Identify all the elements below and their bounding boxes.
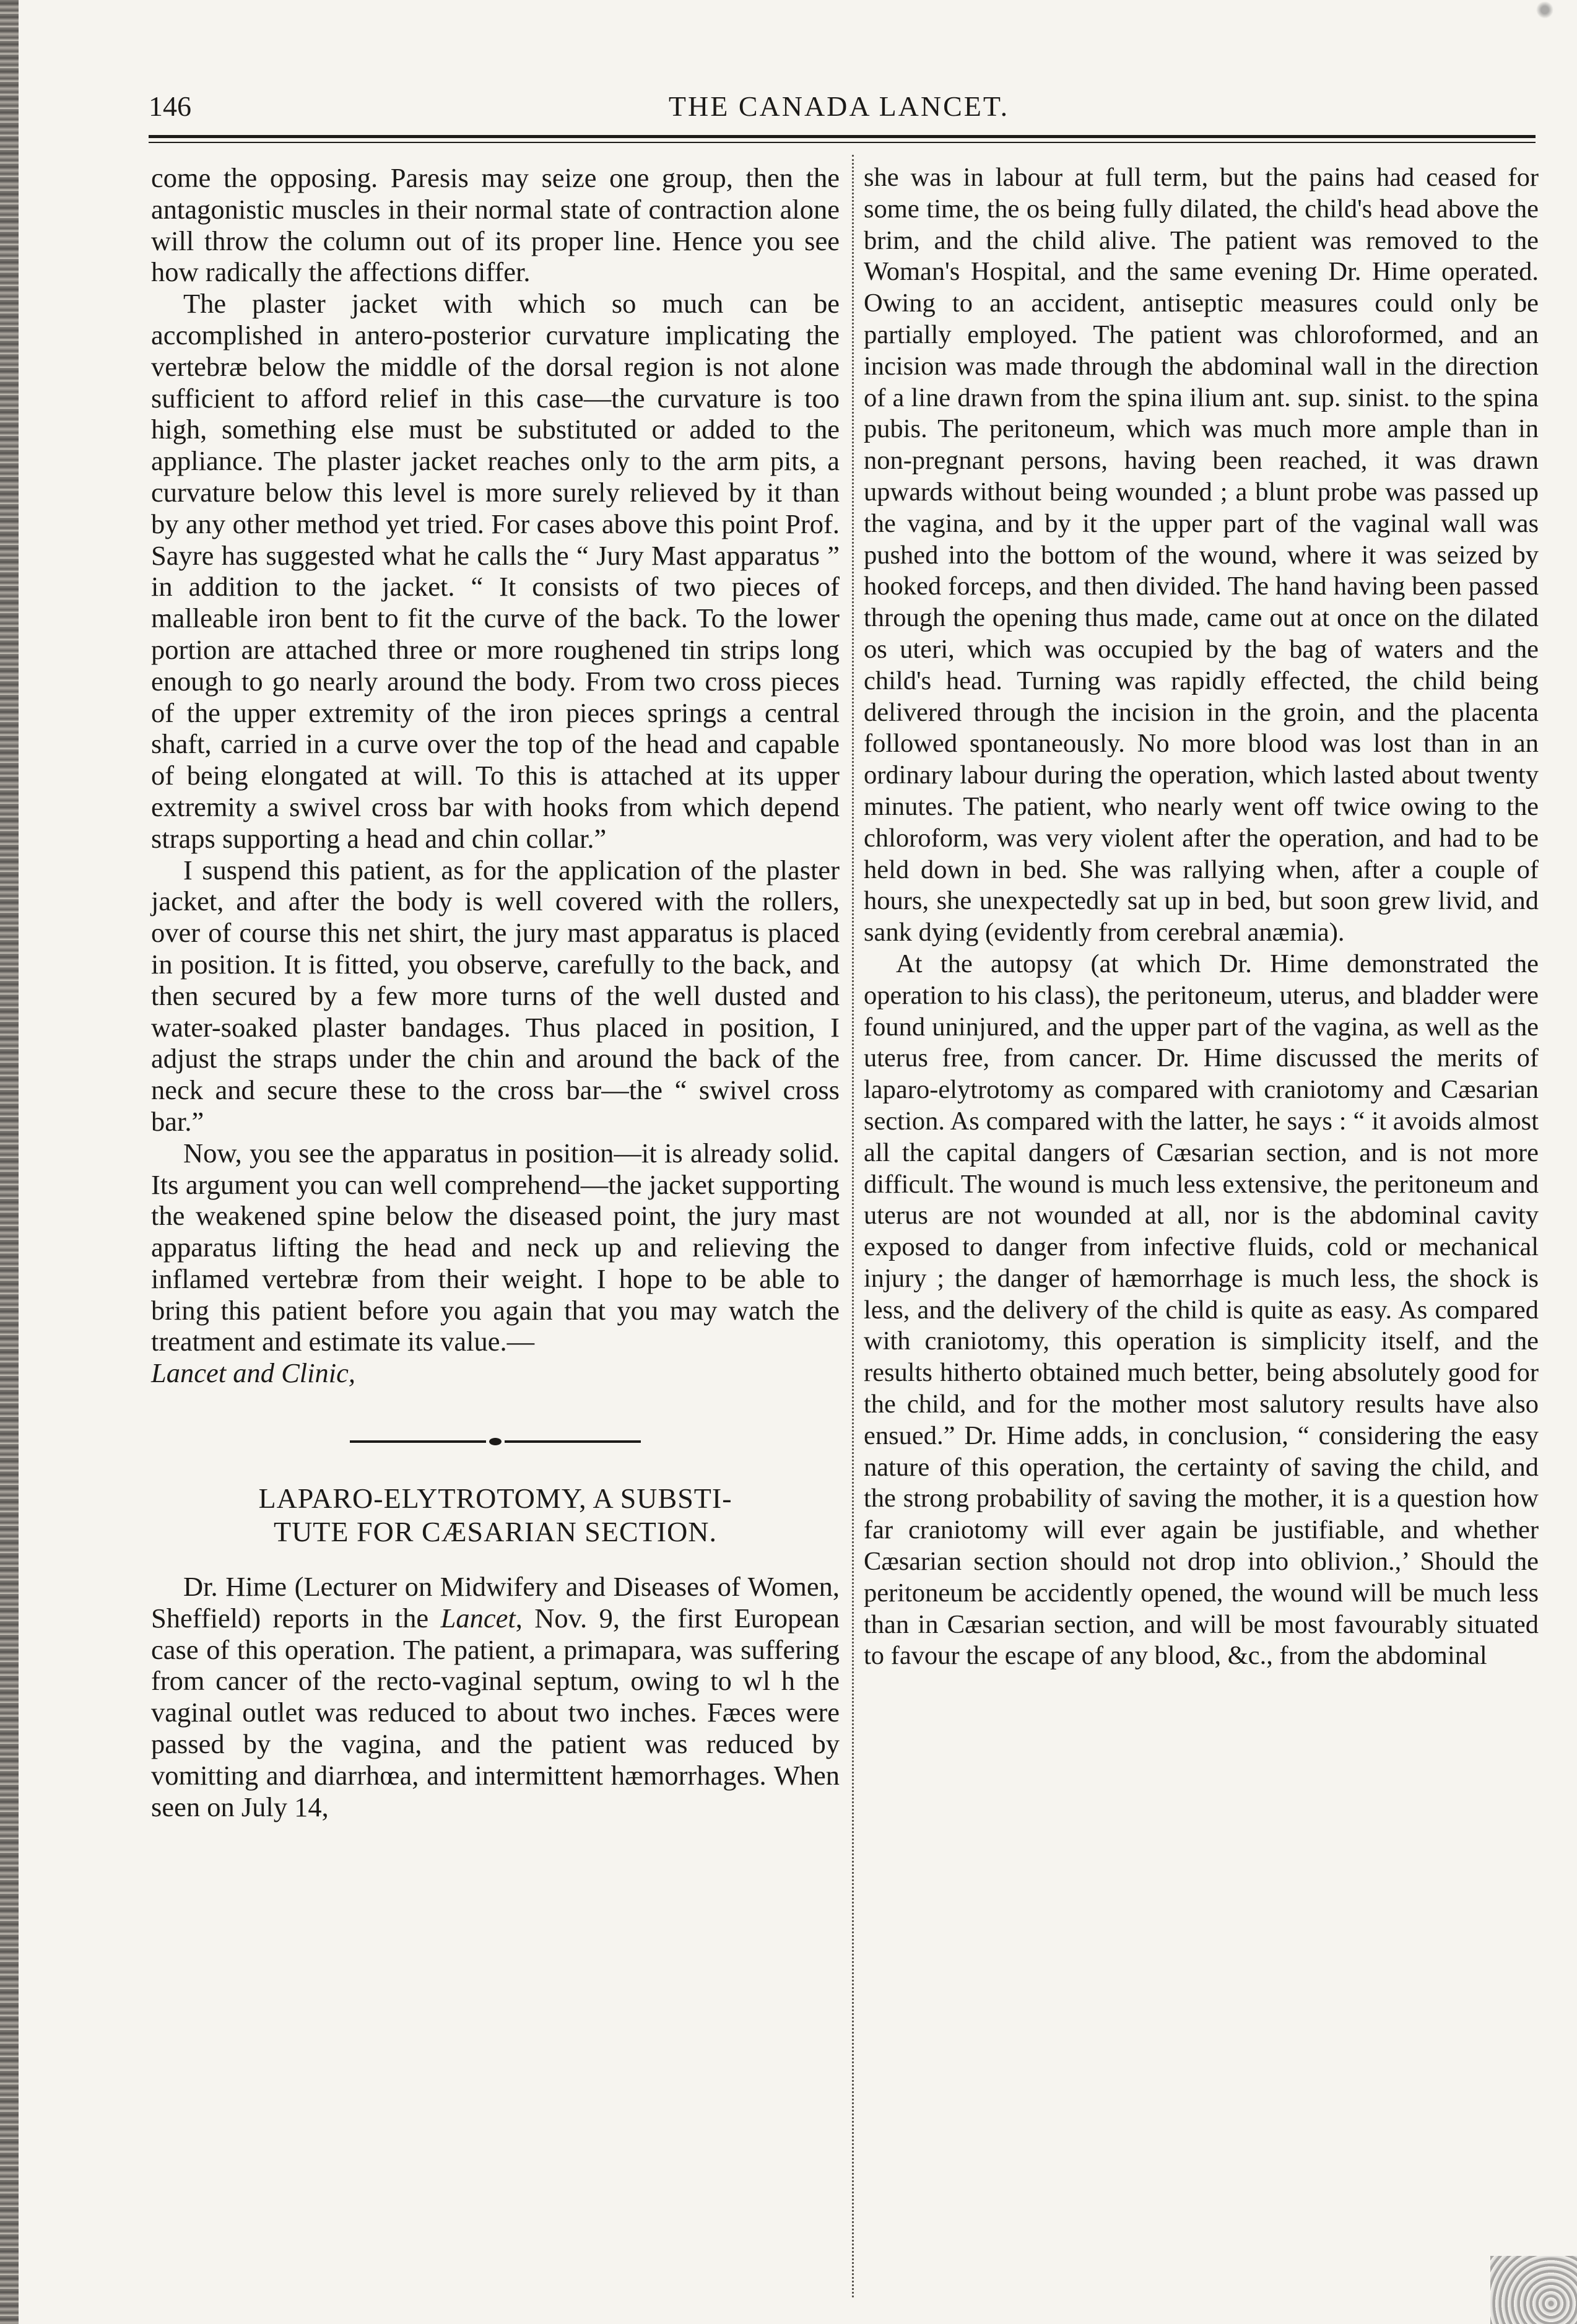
column-divider <box>852 155 854 2297</box>
paragraph: she was in labour at full term, but the pains had ceased for some time, the os being fully dilated, the child's head above the brim, and the child alive. The patient was removed to the Woman's Hospital, and the same evening Dr. Hime operated. Owing to an accident, antiseptic measures could only be partially employed. The patient was chloroformed, and an incision was made through the abdominal wall in the direction of a line drawn from the spina ilium ant. sup. sinist. to the spina pubis. The peritoneum, which was much more ample than in non-pregnant persons, having been reached, it was drawn upwards without being wounded ; a blunt probe was passed up the vagina, and by it the upper part of the vaginal wall was pushed into the bottom of the wound, where it was seized by hooked forceps, and then divided. The hand having been passed through the opening thus made, came out at once on the dilated os uteri, which was occupied by the bag of waters and the child's head. Turning was rapidly effected, the child being delivered through the incision in the groin, and the placenta followed spontaneously. No more blood was lost than in an ordinary labour during the operation, which lasted about twenty minutes. The patient, who nearly went off twice owing to the chloroform, was very violent after the operation, and had to be held down in bed. She was rallying when, after a couple of hours, she unexpectedly sat up in bed, but soon grew livid, and sank dying (evidently from cerebral anæmia). <box>864 163 1539 947</box>
ornament-rule-right <box>505 1440 641 1443</box>
right-column <box>864 162 1539 1672</box>
ornament-rule-left <box>350 1440 486 1443</box>
journal-title: THE CANADA LANCET. <box>668 90 1010 122</box>
paragraph <box>151 1138 840 1389</box>
page-number: 146 <box>149 90 191 122</box>
left-column <box>151 162 840 1822</box>
paragraph: I suspend this patient, as for the application of the plaster jacket, and after the body is well covered with the rollers, over of course this net shirt, the jury mast apparatus is placed in position. It is fitted, you observe, carefully to the back, and then secured by a few more turns of the well dusted and water-soaked plaster bandages. Thus placed in position, I adjust the straps under the chin and around the back of the neck and secure these to the cross bar—the “ swivel cross bar.” <box>151 854 840 1137</box>
article-heading-line-1: LAPARO-ELYTROTOMY, A SUBSTI- <box>258 1482 732 1515</box>
paragraph: The plaster jacket with which so much can be accomplished in antero-posterior curvature implicating the vertebræ below the middle of the dorsal region is not alone sufficient to afford relief in this case—the curvature is too high, something else must be substituted or added to the appliance. The plaster jacket reaches only to the arm pits, a curvature below this level is more surely relieved by it than by any other method yet tried. For cases above this point Prof. Sayre has suggested what he calls the “ Jury Mast apparatus ” in addition to the jacket. “ It consists of two pieces of malleable iron bent to fit the curve of the back. To the lower portion are attached three or more roughened tin strips long enough to go nearly around the body. From two cross pieces of the upper extremity of the iron pieces springs a central shaft, carried in a curve over the top of the head and capable of being elongated at will. To this is attached at its upper extremity a swivel cross bar with hooks from which depend straps supporting a head and chin collar.” <box>151 288 840 854</box>
ornament-dot <box>489 1438 502 1445</box>
section-ornament <box>350 1437 641 1446</box>
paragraph: At the autopsy (at which Dr. Hime demonstrated the operation to his class), the peritoneum, uterus, and bladder were found uninjured, and the upper part of the vagina, as well as the uterus free, from cancer. Dr. Hime discussed the merits of laparo-elytrotomy as compared with craniotomy and Cæsarian section. As compared with the latter, he says : “ it avoids almost all the capital dangers of Cæsarian section, and is not more difficult. The wound is much less extensive, the peritoneum and uterus are not wounded at all, nor is the abdominal cavity exposed to danger from infective fluids, cold or mechanical injury ; the danger of hæmorrhage is much less, the shock is less, and the delivery of the child is quite as easy. As compared with craniotomy, this operation is simplicity itself, and the results hitherto obtained much better, being absolutely good for the child, and for the mother most salutory results have also ensued.” Dr. Hime adds, in conclusion, “ considering the easy nature of this operation, the certainty of saving the child, and the strong probability of saving the mother, it is a question how far craniotomy will ever again be justifiable, and whether Cæsarian section should not drop into oblivion.,’ Should the peritoneum be accidently opened, the wound will be much less than in Cæsarian section, and will be most favourably situated to favour the escape of any blood, &c., from the abdominal <box>864 949 1539 1671</box>
header-rule-thick <box>149 135 1536 138</box>
page-corner-damage <box>1490 2256 1577 2324</box>
paragraph: come the opposing. Paresis may seize one group, then the antagonistic muscles in their normal state of contraction alone will throw the column out of its proper line. Hence you see how radically the affections differ. <box>151 162 840 288</box>
paragraph-text: Dr. Hime (Lecturer on Midwifery and Diseases of Women, Sheffield) reports in the <box>151 1571 840 1634</box>
header-rule-thin <box>149 142 1536 143</box>
running-header <box>149 90 1529 127</box>
paragraph-text: Now, you see the apparatus in position—it is already solid. Its argument you can well comprehend—the jacket supporting the weakened spine below the diseased point, the jury mast apparatus lifting the head and neck up and relieving the inflamed vertebræ from their weight. I hope to be able to bring this patient before you again that you may watch the treatment and estimate its value.— <box>151 1137 840 1357</box>
journal-reference: Lancet <box>440 1602 516 1634</box>
article-heading <box>151 1482 840 1549</box>
source-citation: Lancet and Clinic, <box>151 1357 356 1389</box>
paragraph <box>151 1571 840 1822</box>
book-spine-edge <box>0 0 19 2324</box>
paragraph-text: , Nov. 9, the first European case of this operation. The patient, a primapara, was suffering from cancer of the recto-vaginal septum, owing to wl h the vaginal outlet was reduced to about two inches. Fæces were passed by the vagina, and the patient was reduced by vomitting and diarrhœa, and intermittent hæmorrhages. When seen on July 14, <box>151 1602 840 1822</box>
article-heading-line-2: TUTE FOR CÆSARIAN SECTION. <box>273 1516 718 1548</box>
page-corner-speck <box>1515 0 1565 25</box>
